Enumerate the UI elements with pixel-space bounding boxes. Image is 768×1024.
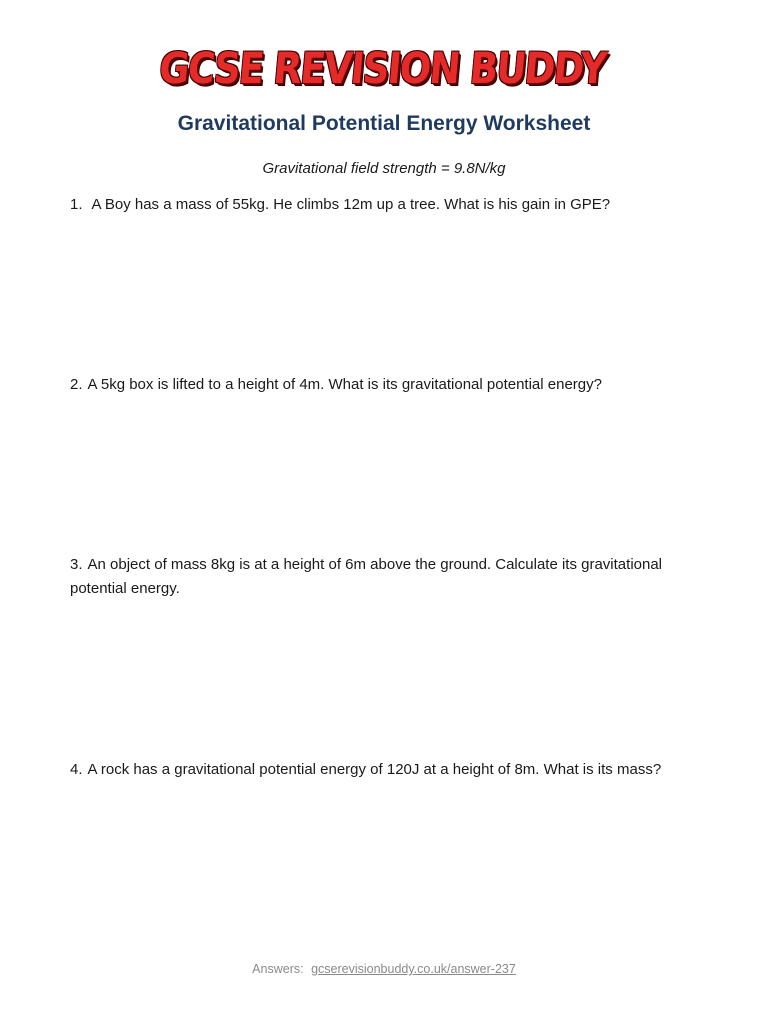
question-number: 1. — [70, 196, 83, 213]
answers-footer — [0, 962, 768, 976]
field-strength-note: Gravitational field strength = 9.8N/kg — [262, 160, 506, 177]
question-text: An object of mass 8kg is at a height of 6m above the ground. Calculate its gravitational potential energy. — [70, 556, 663, 597]
question-4 — [70, 758, 690, 782]
question-3 — [70, 553, 690, 601]
site-logo — [156, 40, 608, 98]
logo-text: GCSE REVISION BUDDY — [156, 44, 608, 94]
question-text: A Boy has a mass of 55kg. He climbs 12m up a tree. What is his gain in GPE? — [91, 196, 611, 213]
question-text: A rock has a gravitational potential energy of 120J at a height of 8m. What is its mass? — [87, 761, 662, 778]
question-number: 4. — [70, 761, 83, 778]
answers-link[interactable]: gcserevisionbuddy.co.uk/answer-237 — [311, 962, 516, 976]
question-text: A 5kg box is lifted to a height of 4m. What is its gravitational potential energy? — [87, 376, 602, 393]
question-2 — [70, 373, 690, 397]
question-number: 3. — [70, 556, 83, 573]
question-1 — [70, 193, 690, 217]
worksheet-title: Gravitational Potential Energy Worksheet — [177, 112, 591, 135]
question-number: 2. — [70, 376, 83, 393]
answers-label: Answers: — [252, 962, 304, 976]
